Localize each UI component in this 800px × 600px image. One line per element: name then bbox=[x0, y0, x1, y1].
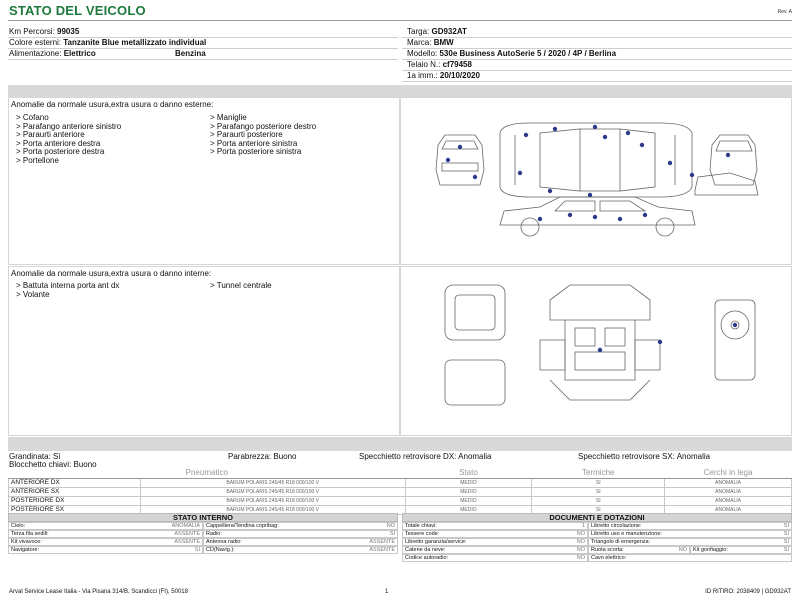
item-label: Libretto uso e manutenzione: bbox=[591, 531, 662, 537]
km-label: Km Percorsi: bbox=[9, 27, 55, 36]
fuel-secondary bbox=[175, 49, 206, 59]
model-value: 530e Business AutoSerie 5 / 2020 / 4P / Berlina bbox=[439, 49, 617, 58]
damage-marker bbox=[593, 215, 597, 219]
list-item: > Volante bbox=[16, 289, 50, 299]
item-value: ASSENTE bbox=[174, 539, 200, 545]
brand-label: Marca: bbox=[407, 38, 432, 47]
tyres-header-winter: Termiche bbox=[532, 468, 665, 478]
tyres-table bbox=[8, 468, 792, 515]
damage-marker bbox=[458, 145, 462, 149]
seat-rear bbox=[575, 352, 625, 370]
info-separator bbox=[402, 37, 792, 38]
fuel-row bbox=[9, 49, 96, 59]
hail-status: Grandinata: Sì bbox=[9, 452, 61, 461]
documents-title: DOCUMENTI E DOTAZIONI bbox=[402, 513, 792, 522]
damage-marker bbox=[598, 348, 602, 352]
interior-item bbox=[8, 522, 203, 530]
top-view-bumpers bbox=[515, 135, 675, 185]
document-item bbox=[588, 522, 792, 530]
dashboard-side bbox=[715, 300, 755, 380]
damage-marker bbox=[618, 217, 622, 221]
item-value: NO bbox=[678, 547, 687, 553]
windshield-status: Parabrezza: Buono bbox=[228, 452, 297, 461]
interior-item bbox=[203, 522, 398, 530]
tyre-model: BARUM POLARIS 245/45 R18 000/100 V bbox=[140, 478, 405, 487]
plate-value: GD932AT bbox=[431, 27, 467, 36]
document-item bbox=[402, 530, 588, 538]
rear-view-outline bbox=[710, 135, 757, 185]
damage-marker bbox=[643, 213, 647, 217]
item-label: Terza fila sedili: bbox=[11, 531, 49, 537]
km-value: 99035 bbox=[57, 27, 80, 36]
item-value: ASSENTE bbox=[174, 531, 200, 537]
item-value: SI bbox=[783, 547, 789, 553]
info-separator bbox=[8, 48, 398, 49]
damage-marker bbox=[640, 143, 644, 147]
item-label: Kit vivavoce: bbox=[11, 539, 42, 545]
document-item bbox=[402, 546, 588, 554]
tyres-header-rims: Cerchi in lega bbox=[665, 468, 792, 478]
document-item bbox=[588, 538, 792, 546]
document-item bbox=[402, 538, 588, 546]
damage-marker bbox=[538, 217, 542, 221]
tyre-rims: ANOMALIA bbox=[665, 505, 792, 514]
tyre-winter: SI bbox=[532, 487, 665, 496]
color-row bbox=[9, 38, 206, 48]
top-view-rear-window bbox=[620, 129, 655, 191]
damage-marker bbox=[626, 131, 630, 135]
list-item: > Porta anteriore sinistra bbox=[210, 138, 298, 148]
item-label: Cappelliera/Tendina copribag: bbox=[206, 523, 279, 529]
damage-marker bbox=[593, 125, 597, 129]
item-label: Libretto garanzia/service: bbox=[405, 539, 467, 545]
item-label: Cielo: bbox=[11, 523, 26, 529]
list-item: > Battuta interna porta ant dx bbox=[16, 281, 120, 290]
tyre-state: MEDIO bbox=[405, 487, 532, 496]
item-value: 1 bbox=[581, 523, 585, 529]
side-view-outline bbox=[500, 197, 695, 225]
fuel-label: Alimentazione: bbox=[9, 49, 62, 58]
list-item: > Tunnel centrale bbox=[210, 281, 272, 290]
tyre-model: BARUM POLARIS 245/45 R18 000/100 V bbox=[140, 505, 405, 514]
footer-page-number: 1 bbox=[385, 589, 389, 595]
item-label: Totale chiavi: bbox=[405, 523, 437, 529]
seat-front-left bbox=[575, 328, 595, 346]
internal-damage-title: Anomalie da normale usura,extra usura o danno interne: bbox=[11, 269, 212, 278]
list-item: > Paraurti anteriore bbox=[16, 130, 85, 139]
tyre-state: MEDIO bbox=[405, 505, 532, 514]
registration-label: 1a imm.: bbox=[407, 71, 438, 80]
item-value: SI bbox=[389, 531, 395, 537]
document-item bbox=[588, 546, 690, 554]
tyre-position: POSTERIORE DX bbox=[9, 496, 141, 505]
tyre-position: ANTERIORE DX bbox=[9, 478, 141, 487]
damage-marker bbox=[548, 189, 552, 193]
revision-label: Rev. A bbox=[777, 9, 792, 15]
item-label: Libretto circolazione: bbox=[591, 523, 642, 529]
document-item bbox=[690, 546, 792, 554]
item-label: Kit gonfiaggio: bbox=[693, 547, 728, 553]
item-value: NO bbox=[576, 555, 585, 561]
registration-value: 20/10/2020 bbox=[439, 71, 480, 80]
interior-state-title: STATO INTERNO bbox=[8, 513, 398, 522]
damage-marker bbox=[446, 158, 450, 162]
item-label: Triangolo di emergenza: bbox=[591, 539, 651, 545]
item-value: ASSENTE bbox=[369, 539, 395, 545]
seat-front-right bbox=[605, 328, 625, 346]
damage-marker bbox=[524, 133, 528, 137]
item-value: SI bbox=[194, 547, 200, 553]
exterior-car-diagram bbox=[430, 115, 760, 240]
tyre-state: MEDIO bbox=[405, 496, 532, 505]
footer-company: Arval Service Lease Italia - Via Pisana 314/B, Scandicci (FI), 50018 bbox=[9, 589, 188, 595]
trunk-outline bbox=[550, 380, 650, 400]
footer-reference: ID RITIRO: 2038409 | GD932AT bbox=[705, 589, 791, 595]
list-item: > Porta anteriore destra bbox=[16, 138, 101, 148]
list-item: > Porta posteriore destra bbox=[16, 147, 105, 156]
tyre-winter: SI bbox=[532, 496, 665, 505]
item-value: NO bbox=[576, 547, 585, 553]
chassis-label: Telaio N.: bbox=[407, 60, 441, 69]
damage-marker bbox=[568, 213, 572, 217]
item-value: NO bbox=[576, 531, 585, 537]
item-label: Codice autoradio: bbox=[405, 555, 449, 561]
item-value: NO bbox=[386, 523, 395, 529]
color-label: Colore esterni: bbox=[9, 38, 62, 47]
mirror-dx-status: Specchietto retrovisore DX: Anomalia bbox=[359, 452, 492, 461]
dashboard-outline bbox=[550, 285, 650, 320]
interior-car-diagram bbox=[430, 280, 760, 410]
item-value: SI bbox=[783, 523, 789, 529]
damage-marker bbox=[588, 193, 592, 197]
item-label: CD(Navig.): bbox=[206, 547, 235, 553]
chassis-row bbox=[407, 60, 472, 70]
plate-row bbox=[407, 27, 467, 37]
info-separator bbox=[402, 70, 792, 71]
interior-floor-outline bbox=[445, 360, 505, 405]
top-view-outline bbox=[500, 123, 692, 197]
page-title: STATO DEL VEICOLO bbox=[9, 3, 146, 18]
info-separator bbox=[402, 81, 792, 82]
side-view-windows bbox=[555, 201, 645, 211]
tyre-position: POSTERIORE SX bbox=[9, 505, 141, 514]
list-item: > Porta posteriore sinistra bbox=[210, 147, 302, 156]
damage-marker bbox=[658, 340, 662, 344]
interior-item bbox=[203, 538, 398, 546]
tyre-position: ANTERIORE SX bbox=[9, 487, 141, 496]
interior-item bbox=[8, 546, 203, 554]
door-panels bbox=[540, 340, 660, 370]
tyre-rims: ANOMALIA bbox=[665, 496, 792, 505]
top-view-roof bbox=[580, 129, 620, 191]
tyre-model: BARUM POLARIS 245/45 R18 000/100 V bbox=[140, 487, 405, 496]
front-view-grille bbox=[442, 163, 478, 171]
table-row bbox=[9, 487, 792, 496]
list-item: > Maniglie bbox=[210, 113, 247, 122]
document-item bbox=[402, 522, 588, 530]
model-label: Modello: bbox=[407, 49, 438, 58]
brand-row bbox=[407, 38, 454, 48]
item-value: NO bbox=[576, 539, 585, 545]
info-separator bbox=[402, 48, 792, 49]
item-label: Cavo elettrico: bbox=[591, 555, 627, 561]
table-row bbox=[9, 478, 792, 487]
damage-marker bbox=[518, 171, 522, 175]
item-label: Radio: bbox=[206, 531, 222, 537]
damage-marker bbox=[726, 153, 730, 157]
external-damage-list-1 bbox=[16, 114, 121, 165]
side-view-right-outline bbox=[695, 173, 758, 195]
section-bar bbox=[8, 437, 792, 451]
document-item bbox=[588, 530, 792, 538]
mirror-sx-status: Specchietto retrovisore SX: Anomalia bbox=[578, 452, 711, 461]
plate-label: Targa: bbox=[407, 27, 430, 36]
km-row bbox=[9, 27, 79, 37]
list-item: > Cofano bbox=[16, 113, 49, 122]
title-divider bbox=[8, 20, 792, 21]
interior-item bbox=[203, 546, 398, 554]
document-item bbox=[588, 554, 792, 562]
top-view-windshield bbox=[540, 129, 580, 191]
fuel-value-secondary: Benzina bbox=[175, 49, 206, 58]
tyre-model: BARUM POLARIS 245/45 R18 000/100 V bbox=[140, 496, 405, 505]
table-row bbox=[9, 496, 792, 505]
section-bar bbox=[8, 85, 792, 97]
model-row bbox=[407, 49, 616, 59]
external-damage-list-2 bbox=[210, 114, 316, 157]
info-separator bbox=[8, 37, 398, 38]
item-label: Catene da neve: bbox=[405, 547, 446, 553]
info-separator bbox=[402, 59, 792, 60]
list-item: > Paraurti posteriore bbox=[210, 130, 283, 139]
item-value: SI bbox=[783, 539, 789, 545]
fuel-value-primary: Elettrico bbox=[63, 49, 96, 58]
damage-marker bbox=[553, 127, 557, 131]
internal-damage-list-1 bbox=[16, 282, 119, 299]
interior-item bbox=[8, 538, 203, 546]
item-label: Ruota scorta: bbox=[591, 547, 624, 553]
tyres-header-row bbox=[9, 468, 792, 478]
registration-row bbox=[407, 71, 480, 81]
rear-view-window bbox=[716, 141, 752, 151]
item-value: ASSENTE bbox=[369, 547, 395, 553]
item-label: Antenna radio: bbox=[206, 539, 242, 545]
tyre-winter: SI bbox=[532, 478, 665, 487]
interior-item bbox=[8, 530, 203, 538]
item-label: Navigatore: bbox=[11, 547, 40, 553]
damage-marker bbox=[733, 323, 737, 327]
info-separator bbox=[8, 59, 398, 60]
tyre-rims: ANOMALIA bbox=[665, 487, 792, 496]
list-item: > Parafango posteriore destro bbox=[210, 121, 317, 131]
interior-item bbox=[203, 530, 398, 538]
tyre-winter: SI bbox=[532, 505, 665, 514]
color-value: Tanzanite Blue metallizzato individual bbox=[63, 38, 207, 47]
tyre-state: MEDIO bbox=[405, 478, 532, 487]
list-item: > Portellone bbox=[16, 155, 59, 165]
side-view-wheel-rear bbox=[656, 218, 674, 236]
chassis-value: cf79458 bbox=[442, 60, 472, 69]
item-value: ANOMALIA bbox=[171, 523, 200, 529]
item-label: Tessere code: bbox=[405, 531, 440, 537]
list-item: > Parafango anteriore sinistro bbox=[16, 121, 122, 131]
item-value: SI bbox=[783, 531, 789, 537]
brand-value: BMW bbox=[433, 38, 454, 47]
damage-marker bbox=[690, 173, 694, 177]
document-item bbox=[402, 554, 588, 562]
internal-damage-list-2 bbox=[210, 282, 272, 291]
damage-marker bbox=[603, 135, 607, 139]
tyres-header-tyre: Pneumatico bbox=[9, 468, 406, 478]
damage-marker bbox=[473, 175, 477, 179]
tyres-header-state: Stato bbox=[405, 468, 532, 478]
interior-roof-outline bbox=[445, 285, 505, 340]
damage-marker bbox=[668, 161, 672, 165]
key-lock-status: Blocchetto chiavi: Buono bbox=[9, 460, 97, 469]
side-view-wheel-front bbox=[521, 218, 539, 236]
tyre-rims: ANOMALIA bbox=[665, 478, 792, 487]
external-damage-title: Anomalie da normale usura,extra usura o danno esterne: bbox=[11, 100, 214, 109]
